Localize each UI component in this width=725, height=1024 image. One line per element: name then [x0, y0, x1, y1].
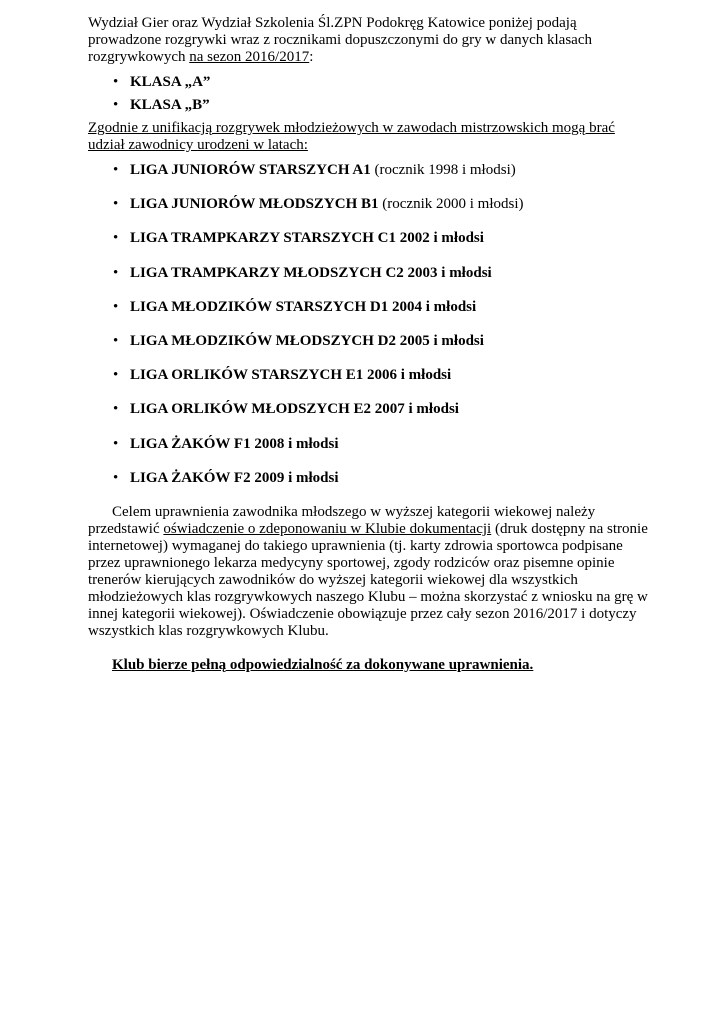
- league-item: [88, 333, 648, 350]
- document-page: [88, 15, 648, 674]
- bullet-icon: •: [113, 264, 119, 281]
- paragraph-line-2-prefix: przedstawić: [88, 520, 164, 537]
- bullet-icon: •: [113, 74, 119, 90]
- league-item: [88, 299, 648, 316]
- league-name: LIGA JUNIORÓW STARSZYCH A1: [130, 162, 375, 178]
- league-item: [88, 230, 648, 247]
- class-label: KLASA „A”: [130, 74, 211, 90]
- unification-line-2: udział zawodnicy urodzeni w latach:: [88, 137, 308, 153]
- bullet-icon: •: [113, 401, 119, 418]
- paragraph-line: Celem uprawnienia zawodnika młodszego w wyższej kategorii wiekowej należy: [112, 503, 596, 520]
- paragraph-line-2-suffix: (druk dostępny na stronie: [491, 520, 648, 537]
- league-name: LIGA ORLIKÓW MŁODSZYCH E2 2007 i młodsi: [130, 401, 459, 418]
- bullet-icon: •: [113, 367, 119, 384]
- league-name: LIGA JUNIORÓW MŁODSZYCH B1: [130, 196, 383, 213]
- league-item: [88, 196, 648, 213]
- league-years: (rocznik 1998 i młodsi): [374, 162, 516, 178]
- league-name: LIGA TRAMPKARZY STARSZYCH C1 2002 i młodsi: [130, 230, 484, 247]
- league-name: LIGA MŁODZIKÓW STARSZYCH D1 2004 i młodsi: [130, 298, 477, 315]
- closing-statement: Klub bierze pełną odpowiedzialność za dokonywane uprawnienia.: [112, 656, 534, 673]
- bullet-icon: •: [113, 162, 119, 178]
- declaration-underlined: oświadczenie o zdeponowaniu w Klubie dokumentacji: [163, 520, 492, 537]
- league-item: [88, 162, 648, 179]
- league-years: (rocznik 2000 i młodsi): [382, 196, 524, 213]
- paragraph-line: przez uprawnionego lekarza medycyny sportowej, zgody rodziców oraz pisemne opinie: [88, 554, 615, 571]
- paragraph-line: [88, 521, 648, 538]
- authorization-paragraph-body: [88, 521, 648, 640]
- intro-line-2: prowadzone rozgrywki wraz z rocznikami dopuszczonymi do gry w danych klasach: [88, 32, 592, 48]
- intro-line-3-suffix: :: [309, 49, 314, 65]
- class-item-a: [88, 74, 648, 91]
- bullet-icon: •: [113, 469, 119, 486]
- league-item: [88, 367, 648, 384]
- class-list: [88, 74, 648, 114]
- intro-line-3-prefix: rozgrywkowych: [88, 49, 190, 65]
- intro-line-3: [88, 49, 648, 66]
- class-item-b: [88, 97, 648, 114]
- league-item: [88, 470, 648, 487]
- league-name: LIGA MŁODZIKÓW MŁODSZYCH D2 2005 i młodsi: [130, 332, 484, 349]
- season-underlined: na sezon 2016/2017: [189, 49, 310, 65]
- league-item: [88, 265, 648, 282]
- paragraph-line: internetowej) wymaganej do takiego uprawnienia (tj. karty zdrowia sportowca podpisane: [88, 537, 623, 554]
- class-label: KLASA „B”: [130, 97, 210, 113]
- paragraph-line: trenerów kierujących zawodników do wyższej kategorii wiekowej dla wszystkich: [88, 571, 578, 588]
- league-name: LIGA ŻAKÓW F2 2009 i młodsi: [130, 469, 339, 486]
- bullet-icon: •: [113, 435, 119, 452]
- bullet-icon: •: [113, 230, 119, 247]
- intro-paragraph: [88, 15, 648, 66]
- league-name: LIGA ŻAKÓW F1 2008 i młodsi: [130, 435, 339, 452]
- authorization-paragraph: [88, 504, 648, 521]
- league-item: [88, 436, 648, 453]
- paragraph-line: wszystkich klas rozgrywkowych Klubu.: [88, 622, 329, 639]
- intro-line-1: Wydział Gier oraz Wydział Szkolenia Śl.ZPN Podokręg Katowice poniżej podają: [88, 15, 577, 31]
- league-name: LIGA ORLIKÓW STARSZYCH E1 2006 i młodsi: [130, 367, 452, 384]
- unification-line-1: Zgodnie z unifikacją rozgrywek młodzieżowych w zawodach mistrzowskich mogą brać: [88, 120, 615, 136]
- bullet-icon: •: [113, 97, 119, 113]
- league-name: LIGA TRAMPKARZY MŁODSZYCH C2 2003 i młodsi: [130, 264, 492, 281]
- bullet-icon: •: [113, 196, 119, 213]
- bullet-icon: •: [113, 332, 119, 349]
- league-item: [88, 401, 648, 418]
- league-list: [88, 162, 648, 487]
- unification-note: [88, 120, 648, 154]
- paragraph-line: młodzieżowych klas rozgrywkowych naszego Klubu – można skorzystać z wniosku na grę w: [88, 588, 648, 605]
- paragraph-line: innej kategorii wiekowej). Oświadczenie obowiązuje przez cały sezon 2016/2017 i dotyczy: [88, 605, 637, 622]
- bullet-icon: •: [113, 298, 119, 315]
